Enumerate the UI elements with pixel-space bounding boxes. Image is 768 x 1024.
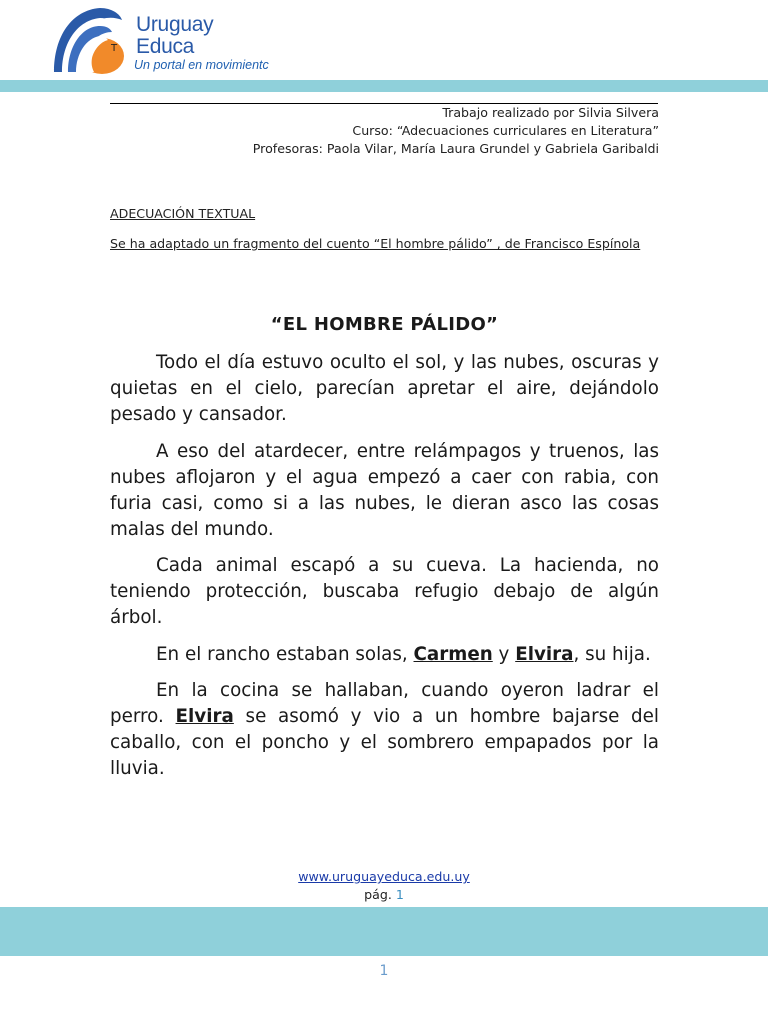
header-credits <box>110 104 659 158</box>
p4-text-a: En el rancho estaban solas, <box>156 643 414 665</box>
footer-page <box>0 886 768 904</box>
footer-page-number: 1 <box>395 887 404 902</box>
header-band <box>0 80 768 92</box>
logo-stray-char: T <box>111 43 118 54</box>
p5-text-a: En la cocina se hallaban, cuando oyeron ladrar el perro. <box>110 680 659 727</box>
p4-text-c: y <box>492 643 516 665</box>
logo-title-line1: Uruguay <box>136 13 214 36</box>
p5-text-c: se asomó y vio a un hombre bajarse del caballo, con el poncho y el sombrero empapados por la lluvia. <box>110 706 659 779</box>
logo-emblem-icon <box>50 6 130 76</box>
story-paragraph-5 <box>110 678 659 782</box>
credit-course: Curso: “Adecuaciones curriculares en Literatura” <box>352 123 659 138</box>
story-body <box>110 350 659 793</box>
logo-tagline: Un portal en movimientc <box>134 58 269 72</box>
footer-band <box>0 907 768 956</box>
footer-page-label: pág. <box>364 887 392 902</box>
story-paragraph-2: A eso del atardecer, entre relámpagos y truenos, las nubes aflojaron y el agua empezó a caer con rabia, con furia casi, como si a las nubes, le dieran asco las cosas malas del mundo. <box>110 440 659 540</box>
footer-url-link[interactable]: www.uruguayeduca.edu.uy <box>298 869 470 884</box>
credit-author: Trabajo realizado por Silvia Silvera <box>442 105 659 120</box>
p4-text-e: , su hija. <box>573 643 651 665</box>
logo-title-line2: Educa <box>136 35 195 58</box>
story-title: “EL HOMBRE PÁLIDO” <box>270 314 499 335</box>
name-carmen: Carmen <box>413 643 493 665</box>
section-title: ADECUACIÓN TEXTUAL <box>110 206 256 221</box>
uruguay-educa-logo <box>50 6 290 76</box>
story-paragraph-3: Cada animal escapó a su cueva. La hacienda, no teniendo protección, buscaba refugio debajo de algún árbol. <box>110 555 659 628</box>
viewer-page-indicator: 1 <box>379 963 389 979</box>
story-paragraph-1: Todo el día estuvo oculto el sol, y las nubes, oscuras y quietas en el cielo, parecían apretar el aire, dejándolo pesado y cansador. <box>110 352 659 425</box>
story-paragraph-4 <box>110 642 659 668</box>
name-elvira: Elvira <box>515 643 574 665</box>
section-note: Se ha adaptado un fragmento del cuento “El hombre pálido” , de Francisco Espínola <box>110 236 641 251</box>
credit-teachers: Profesoras: Paola Vilar, María Laura Grundel y Gabriela Garibaldi <box>252 141 659 156</box>
name-elvira-2: Elvira <box>175 706 234 727</box>
